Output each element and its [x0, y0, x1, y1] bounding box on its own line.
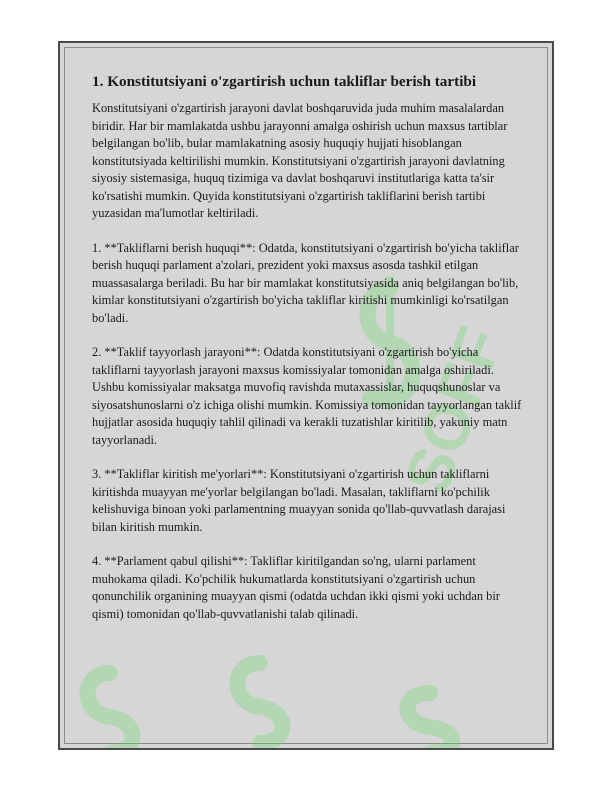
- document-frame: [58, 41, 554, 750]
- watermark-text: SOFF: [390, 317, 517, 503]
- document-body: [92, 73, 522, 640]
- intro-paragraph: Konstitutsiyani o'zgartirish jarayoni davlat boshqaruvida juda muhim masalalardan biridir. Har bir mamlakatda ushbu jarayonni amalga oshirish uchun maxsus tartiblar belgilangan bo'lib, bular mamlakatning asosiy huquqiy hujjati hisoblangan konstitutsiyada keltirilishi mumkin. Konstitutsiyani o'zgartirish jarayoni davlatning siyosiy sistemasiga, huquq tizimiga va davlat boshqaruvi institutlariga katta ta'sir ko'rsatishi mumkin. Quyida konstitutsiyani o'zgartirish takliflarini berish tartibi yuzasidan ma'lumotlar keltiriladi.: [92, 101, 508, 220]
- section-1-paragraph: 1. **Takliflarni berish huquqi**: Odatda, konstitutsiyani o'zgartirish bo'yicha takliflar berish huquqi parlament a'zolari, prezident yoki maxsus asosda tashkil etilgan muassasalarga beriladi. Bu har bir mamlakat konstitutsiyasida aniq belgilangan bo'lib, kimlar konstitutsiyani o'zgartirish bo'yicha takliflar kiritishi mumkinligi ko'rsatilgan bo'ladi.: [92, 240, 519, 325]
- section-4-paragraph: 4. **Parlament qabul qilishi**: Takliflar kiritilgandan so'ng, ularni parlament muhokama qiladi. Ko'pchilik hukumatlarda konstitutsiyani o'zgartirish uchun qonunchilik organining muayyan qismi (odatda uchdan ikki qismi yoki uchdan bir qismi) tomonidan qo'llab-quvvatlanishi talab qilinadi.: [92, 554, 500, 621]
- document-title: 1. Konstitutsiyani o'zgartirish uchun takliflar berish tartibi: [92, 73, 477, 90]
- section-2-paragraph: 2. **Taklif tayyorlash jarayoni**: Odatda konstitutsiyani o'zgartirish bo'yicha takliflarni tayyorlash jarayoni maxsus komissiyalar tomonidan amalga oshiriladi. Ushbu komissiyalar maksatga muvofiq ravishda mutaxassislar, huquqshunoslar va siyosatshunoslarni o'z ichiga olishi mumkin. Komissiya tomonidan tayyorlangan taklif hujjatlar asosida huquqiy tahlil qilinadi va kerakli tuzatishlar kiritilib, yakuniy matn tayyorlanadi.: [92, 345, 522, 447]
- section-3-paragraph: 3. **Takliflar kiritish me'yorlari**: Konstitutsiyani o'zgartirish uchun takliflarni kiritishda muayyan me'yorlar belgilangan bo'ladi. Masalan, takliflarni ko'pchilik kelishuviga binoan yoki parlamentning muayyan sonida qo'llab-quvvatlash darajasi bilan kiritish mumkin.: [92, 467, 506, 534]
